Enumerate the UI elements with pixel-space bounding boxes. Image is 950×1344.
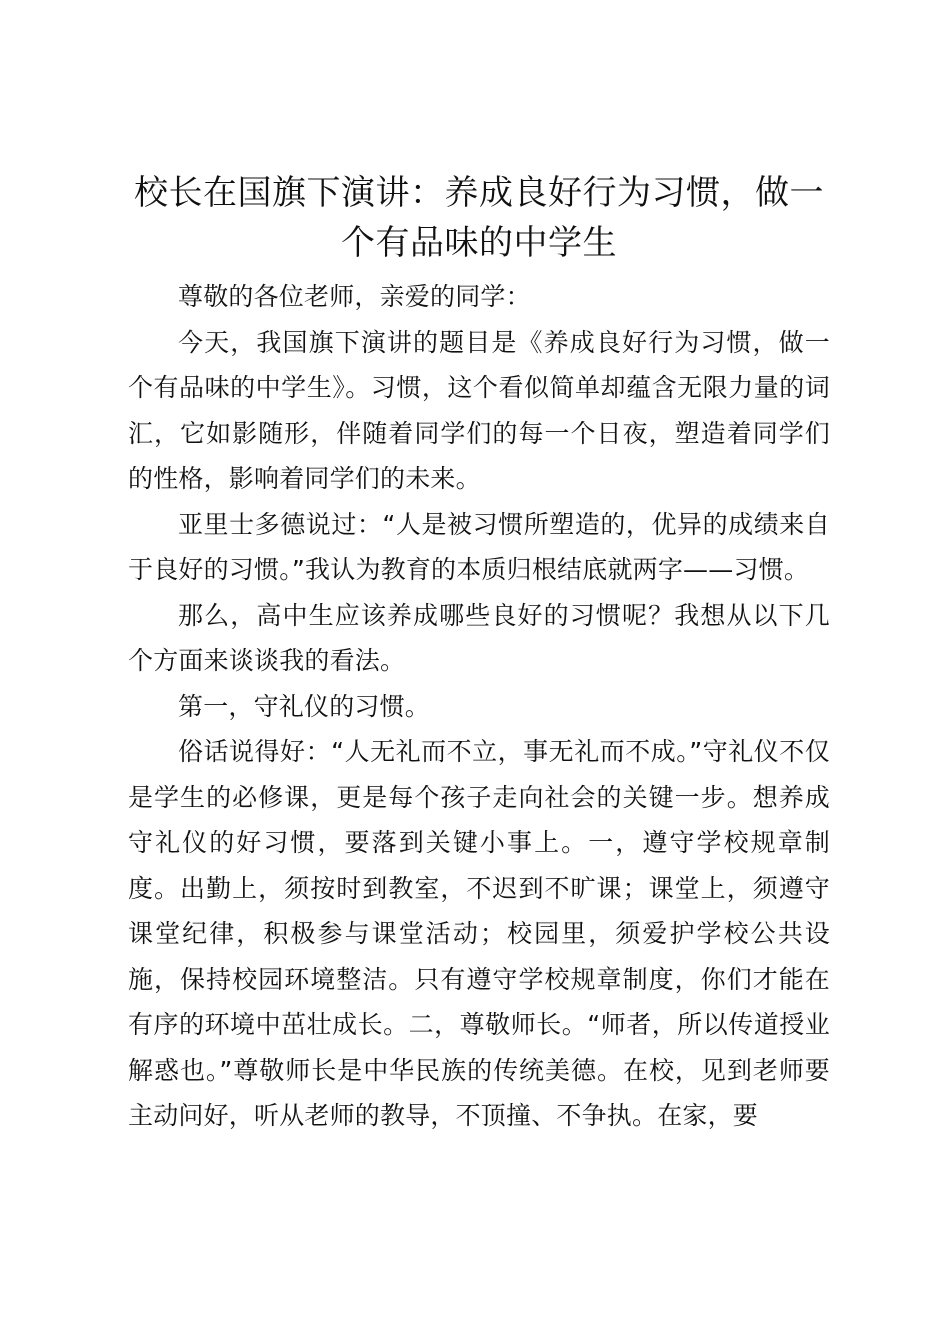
section-heading-paragraph: 第一，守礼仪的习惯。 [178, 691, 431, 721]
body-paragraph: 今天，我国旗下演讲的题目是《养成良好行为习惯，做一个有品味的中学生》。习惯，这个看似简单却蕴含无限力量的词汇，它如影随形，伴随着同学们的每一个日夜，塑造着同学们的性格，影响着同学们的未来。 [128, 327, 830, 493]
salutation-paragraph: 尊敬的各位老师，亲爱的同学： [178, 282, 531, 311]
body-paragraph: 那么，高中生应该养成哪些良好的习惯呢？我想从以下几个方面来谈谈我的看法。 [128, 600, 830, 675]
body-paragraph: 亚里士多德说过：“人是被习惯所塑造的，优异的成绩来自于良好的习惯。”我认为教育的本质归根结底就两字——习惯。 [128, 509, 830, 584]
body-paragraph: 俗话说得好：“人无礼而不立，事无礼而不成。”守礼仪不仅是学生的必修课，更是每个孩子走向社会的关键一步。想养成守礼仪的好习惯，要落到关键小事上。一，遵守学校规章制度。出勤上，须按时到教室，不迟到不旷课；课堂上，须遵守课堂纪律，积极参与课堂活动；校园里，须爱护学校公共设施，保持校园环境整洁。只有遵守学校规章制度，你们才能在有序的环境中茁壮成长。二，尊敬师长。“师者，所以传道授业解惑也。”尊敬师长是中华民族的传统美德。在校，见到老师要主动问好，听从老师的教导，不顶撞、不争执。在家，要 [128, 737, 830, 1130]
document-body [128, 274, 830, 1139]
document-title: 校长在国旗下演讲：养成良好行为习惯，做一个有品味的中学生 [134, 173, 824, 263]
